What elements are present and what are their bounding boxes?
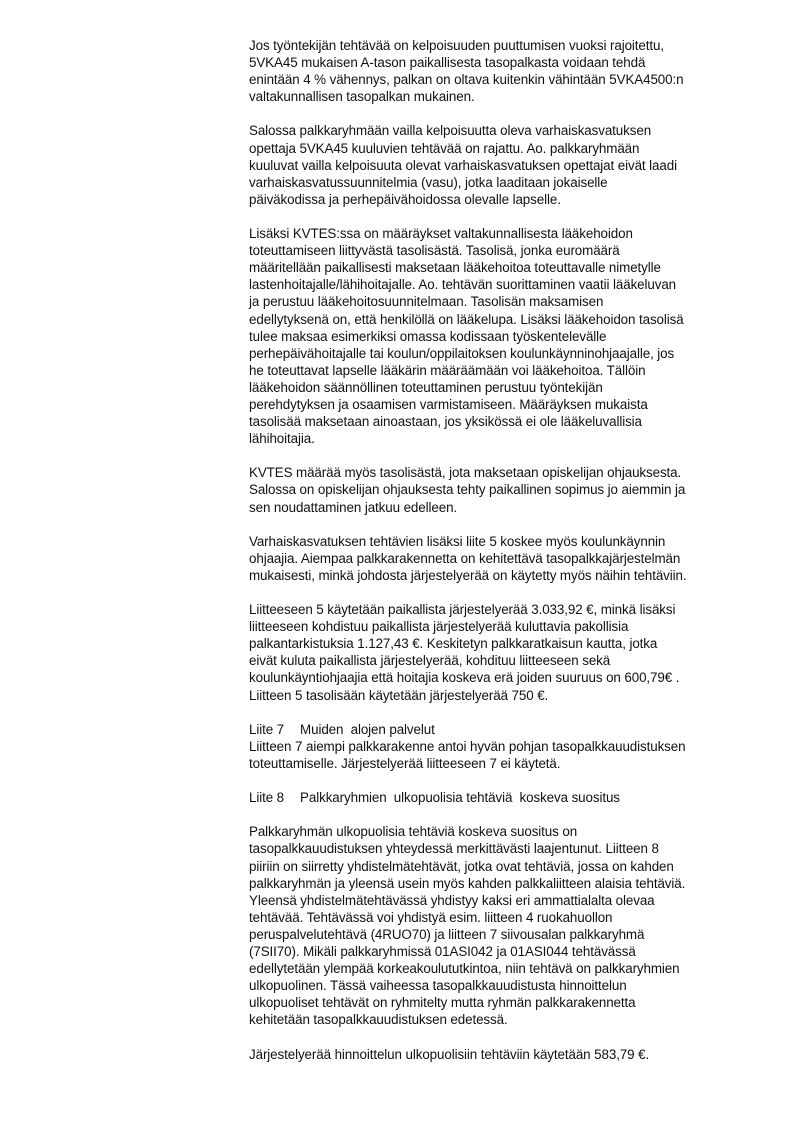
text-line: ohjaajia. Aiempaa palkkarakennetta on kehitettävä tasopalkkajärjestelmän — [249, 550, 681, 566]
text-line: Salossa palkkaryhmään vailla kelpoisuutta oleva varhaiskasvatuksen — [249, 123, 652, 139]
text-line: tulee maksaa esimerkiksi omassa kodissaan työskentelevälle — [249, 328, 607, 344]
text-line: Salossa on opiskelijan ohjauksesta tehty paikallinen sopimus jo aiemmin ja — [249, 482, 686, 498]
paragraph — [249, 37, 749, 105]
text-line: perhepäivähoitajalle tai koulun/oppilaitoksen koulunkäynninohjaajalle, jos — [249, 345, 675, 361]
text-line: Lisäksi KVTES:ssa on määräykset valtakunnallisesta lääkehoidon — [249, 226, 633, 242]
text-line: 5VKA45 mukaisen A-tason paikallisesta tasopalkasta voidaan tehdä — [249, 55, 646, 71]
text-line: opettaja 5VKA45 kuuluvien tehtävää on rajattu. Ao. palkkaryhmään — [249, 140, 640, 156]
section-number: Liite 7 — [249, 721, 285, 737]
paragraph — [249, 601, 749, 704]
text-line: lähihoitajia. — [249, 431, 315, 447]
text-line: toteuttamiseen liittyvästä tasolisästä. Tasolisä, jonka euromäärä — [249, 243, 620, 259]
paragraph — [249, 122, 749, 207]
text-line: sen noudattaminen jatkuu edelleen. — [249, 499, 458, 515]
text-line: Palkkaryhmän ulkopuolisia tehtäviä koskeva suositus on — [249, 824, 578, 840]
text-line: Varhaiskasvatuksen tehtävien lisäksi liite 5 koskee myös koulunkäynnin — [249, 533, 666, 549]
text-line: ulkopuoliset tehtävät on ryhmitelty mutta ryhmän palkkarakennetta — [249, 995, 636, 1011]
text-line: tehtävää. Tehtävässä voi yhdistyä esim. liitteen 4 ruokahuollon — [249, 909, 613, 925]
text-line: peruspalvelutehtävä (4RUO70) ja liitteen 7 siivousalan palkkaryhmä — [249, 926, 645, 942]
text-line: tasolisää maksetaan ainoastaan, jos yksikössä ei ole lääkeluvallisia — [249, 414, 642, 430]
paragraph — [249, 464, 749, 515]
document-page — [249, 37, 749, 1080]
text-line: määritellään paikallisesti maksetaan lääkehoitoa toteuttavalle nimetylle — [249, 260, 661, 276]
text-line: kehitetään tasopalkkauudistuksen edetessä. — [249, 1012, 508, 1028]
paragraph — [249, 823, 749, 1028]
text-line: tasopalkkauudistuksen yhteydessä merkittävästi laajentunut. Liitteen 8 — [249, 841, 659, 857]
section-title: Palkkaryhmien ulkopuolisia tehtäviä koskeva suositus — [300, 790, 620, 806]
text-line: valtakunnallisen tasopalkan mukainen. — [249, 89, 475, 105]
section-title: Muiden alojen palvelut — [300, 721, 435, 737]
text-line: Jos työntekijän tehtävää on kelpoisuuden puuttumisen vuoksi rajoitettu, — [249, 38, 664, 53]
text-line: Liitteeseen 5 käytetään paikallista järjestelyerää 3.033,92 €, minkä lisäksi — [249, 602, 676, 618]
text-line: liitteeseen kohdistuu paikallista järjestelyerää kuluttavia pakollisia — [249, 619, 629, 635]
text-line: edellytyksenä on, että henkilöllä on lääkelupa. Lisäksi lääkehoidon tasolisä — [249, 311, 684, 327]
text-line: enintään 4 % vähennys, palkan on oltava kuitenkin vähintään 5VKA4500:n — [249, 72, 684, 88]
section-number: Liite 8 — [249, 790, 285, 806]
text-line: Liitteen 5 tasolisään käytetään järjestelyerää 750 €. — [249, 687, 549, 703]
text-line: lääkehoidon säännöllinen toteuttaminen perustuu työntekijän — [249, 379, 603, 395]
paragraph — [249, 225, 749, 447]
text-line: piiriin on siirretty yhdistelmätehtävät, jotka ovat tehtäviä, jossa on kahden — [249, 858, 674, 874]
section-heading — [249, 721, 749, 738]
text-line: toteuttamiselle. Järjestelyerää liitteeseen 7 ei käytetä. — [249, 755, 561, 771]
text-line: varhaiskasvatussuunnitelmia (vasu), jotka laaditaan jokaiselle — [249, 174, 608, 190]
text-line: he toteuttavat lapselle lääkärin määräämään voi lääkehoitoa. Tällöin — [249, 362, 646, 378]
text-line: palkantarkistuksia 1.127,43 €. Keskitetyn palkkaratkaisun kautta, jotka — [249, 636, 658, 652]
section-paragraph — [249, 789, 749, 806]
paragraph — [249, 1046, 749, 1063]
text-line: palkkaryhmän ja yleensä usein myös kahden palkkaliitteen alaisia tehtäviä. — [249, 875, 686, 891]
text-line: ulkopuolinen. Tässä vaiheessa tasopalkkauudistusta hinnoittelun — [249, 978, 627, 994]
text-line: Liitteen 7 aiempi palkkarakenne antoi hyvän pohjan tasopalkkauudistuksen — [249, 738, 686, 754]
text-line: ja perustuu lääkehoitosuunnitelmaan. Tasolisän maksamisen — [249, 294, 604, 310]
text-line: lastenhoitajalle/lähihoitajalle. Ao. tehtävän suorittaminen vaatii lääkeluvan — [249, 277, 677, 293]
text-line: edellytetään ylempää korkeakoulututkintoa, niin tehtävä on palkkaryhmien — [249, 961, 680, 977]
text-line: päiväkodissa ja perhepäivähoidossa olevalle lapselle. — [249, 191, 561, 207]
paragraph — [249, 533, 749, 584]
text-line: eivät kuluta paikallista järjestelyerää, kohdituu liitteeseen sekä — [249, 653, 611, 669]
text-line: mukaisesti, minkä johdosta järjestelyerää on käytetty myös näihin tehtäviin. — [249, 567, 687, 583]
section-paragraph — [249, 721, 749, 772]
text-line: KVTES määrää myös tasolisästä, jota maksetaan opiskelijan ohjauksesta. — [249, 465, 682, 481]
text-line: koulunkäyntiohjaajia että hoitajia koskeva erä joiden suuruus on 600,79€ . — [249, 670, 680, 686]
text-line: Yleensä yhdistelmätehtävässä yhdistyy kaksi eri ammattialalta olevaa — [249, 892, 655, 908]
text-line: (7SII70). Mikäli palkkaryhmissä 01ASI042 ja 01ASI044 tehtävässä — [249, 943, 636, 959]
section-heading — [249, 789, 749, 806]
text-line: perehdytyksen ja osaamisen varmistamiseen. Määräyksen mukaista — [249, 396, 648, 412]
text-line: Järjestelyerää hinnoittelun ulkopuolisiin tehtäviin käytetään 583,79 €. — [249, 1046, 650, 1062]
text-line: kuuluvat vailla kelpoisuuta olevat varhaiskasvatuksen opettajat eivät laadi — [249, 157, 677, 173]
